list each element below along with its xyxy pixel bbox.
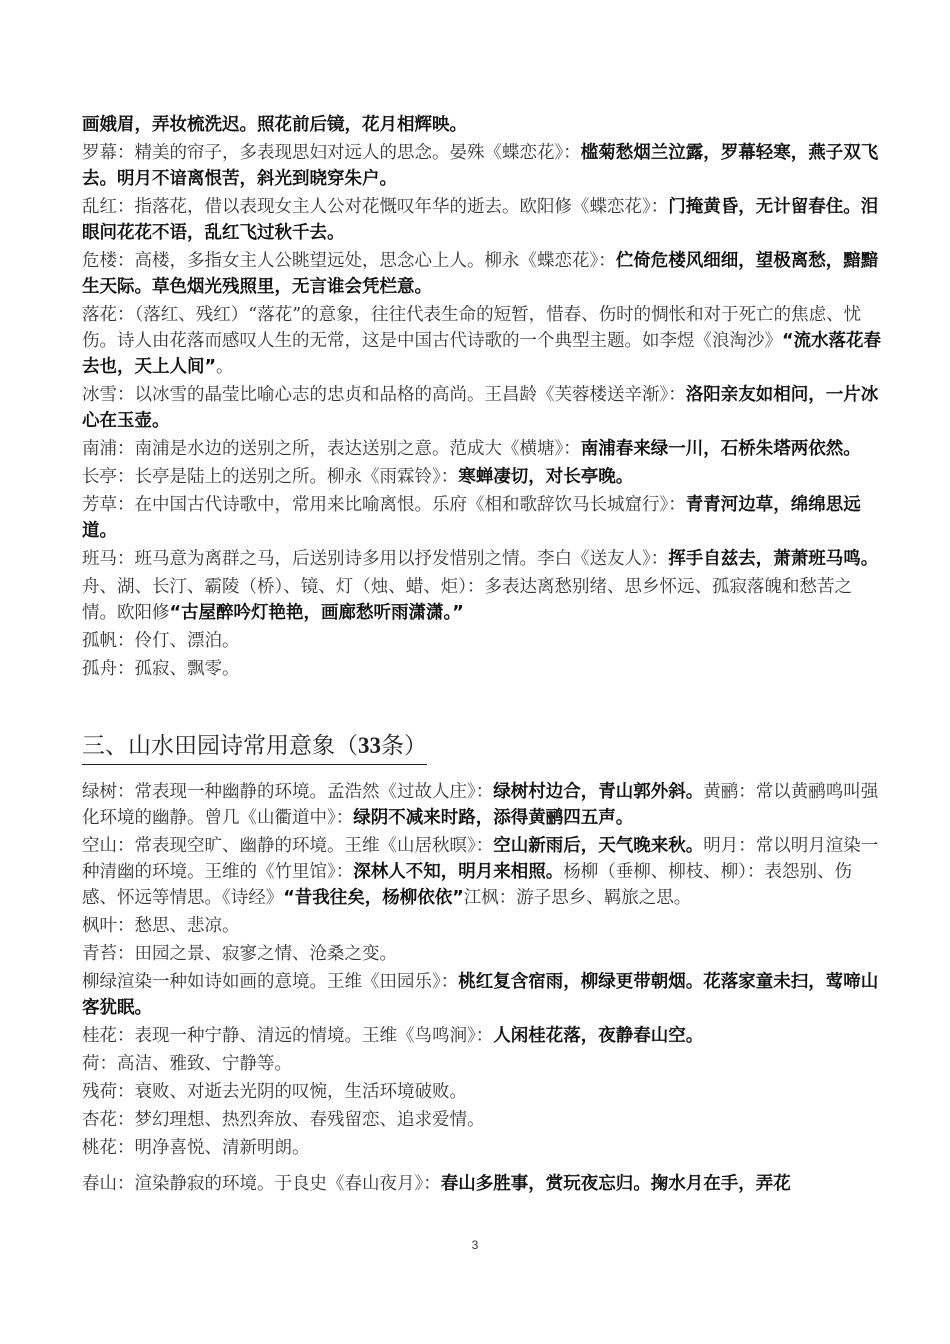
paragraph-text: 柳绿渲染一种如诗如画的意境。王维《田园乐》： xyxy=(82,972,459,992)
paragraph-gu-zhou xyxy=(82,656,882,682)
paragraph-liu-lv xyxy=(82,969,882,1021)
section-heading-suffix: 条） xyxy=(381,733,427,759)
paragraph-fang-cao xyxy=(82,492,882,544)
paragraph-text: 桃花：明净喜悦、清新明朗。 xyxy=(82,1138,310,1158)
quoted-poem: 画娥眉，弄妆梳洗迟。照花前后镜，花月相辉映。 xyxy=(82,115,467,135)
paragraph-text: 罗幕：精美的帘子，多表现思妇对远人的思念。晏殊《蝶恋花》： xyxy=(82,143,581,163)
quoted-poem: 深林人不知，明月来相照。 xyxy=(353,862,564,882)
paragraph-text: 杨柳（垂柳、柳枝、柳）：表怨别、伤感、怀远等情思。《诗经》 xyxy=(82,862,852,908)
paragraph-text: 黄鹂：常以黄鹂鸣叫强化环境的幽静。曾几《山衢道中》： xyxy=(82,782,879,828)
quoted-poem: 青青河边草，绵绵思远道。 xyxy=(82,495,861,541)
quoted-poem: 绿阴不减来时路，添得黄鹂四五声。 xyxy=(353,808,634,828)
paragraph-text: 荷：高洁、雅致、宁静等。 xyxy=(82,1054,292,1074)
paragraph-text: 孤帆：伶仃、漂泊。 xyxy=(82,631,240,651)
paragraph-text: 孤舟：孤寂、飘零。 xyxy=(82,659,240,679)
section-heading xyxy=(82,730,427,765)
paragraph-text: 江枫：游子思乡、羁旅之思。 xyxy=(463,888,692,908)
document-page xyxy=(82,112,882,1199)
paragraph-text: 落花：（落红、残红）“落花”的意象，往往代表生命的短暂，惜春、伤时的惆怅和对于死亡的焦虑、忧伤。诗人由花落而感叹人生的无常，这是中国古代诗歌的一个典型主题。如李煜《浪淘沙》 xyxy=(82,305,862,351)
paragraph-bing-xue xyxy=(82,382,882,434)
quoted-poem: 寒蝉凄切，对长亭晚。 xyxy=(458,467,634,487)
paragraph-text: 危楼：高楼，多指女主人公眺望远处，思念心上人。柳永《蝶恋花》： xyxy=(82,251,616,271)
paragraph-luo-mu xyxy=(82,140,882,192)
paragraph-can-he xyxy=(82,1079,882,1105)
paragraph-text: 青苔：田园之景、寂寥之情、沧桑之变。 xyxy=(82,944,397,964)
quoted-poem: 空山新雨后，天气晚来秋。 xyxy=(493,836,704,856)
paragraph-hua-e-mei xyxy=(82,112,882,138)
paragraph-gu-fan xyxy=(82,628,882,654)
paragraph-text: 芳草：在中国古代诗歌中，常用来比喻离恨。乐府《相和歌辞饮马长城窟行》： xyxy=(82,495,686,515)
paragraph-text: 桂花：表现一种宁静、清远的情境。王维《鸟鸣涧》： xyxy=(82,1026,494,1046)
paragraph-text: 枫叶：愁思、悲凉。 xyxy=(82,916,240,936)
section-heading-count: 33 xyxy=(358,733,381,758)
paragraph-chun-shan xyxy=(82,1171,882,1197)
paragraph-text: 残荷：衰败、对逝去光阴的叹惋，生活环境破败。 xyxy=(82,1082,467,1102)
paragraph-text: 南浦：南浦是水边的送别之所，表达送别之意。范成大《横塘》： xyxy=(82,439,581,459)
quoted-poem: 洛阳亲友如相问，一片冰心在玉壶。 xyxy=(82,385,879,431)
paragraph-tao-hua xyxy=(82,1135,882,1161)
paragraph-zhou-hu xyxy=(82,574,882,626)
paragraph-qing-tai xyxy=(82,941,882,967)
paragraph-text: 班马：班马意为离群之马，后送别诗多用以抒发惜别之情。李白《送友人》： xyxy=(82,549,669,569)
paragraph-text-tail: 。 xyxy=(216,357,234,377)
paragraph-text: 乱红：指落花，借以表现女主人公对花慨叹年华的逝去。欧阳修《蝶恋花》： xyxy=(82,197,669,217)
paragraph-text: 冰雪：以冰雪的晶莹比喻心志的忠贞和品格的高尚。王昌龄《芙蓉楼送辛渐》： xyxy=(82,385,686,405)
paragraph-text: 杏花：梦幻理想、热烈奔放、春残留恋、追求爱情。 xyxy=(82,1110,485,1130)
paragraph-xing-hua xyxy=(82,1107,882,1133)
quoted-poem: 人闲桂花落，夜静春山空。 xyxy=(493,1026,704,1046)
paragraph-wei-lou xyxy=(82,248,882,300)
paragraph-luo-hua xyxy=(82,302,882,380)
paragraph-text: 空山：常表现空旷、幽静的环境。王维《山居秋暝》： xyxy=(82,836,494,856)
quoted-poem: 春山多胜事，赏玩夜忘归。掬水月在手，弄花 xyxy=(440,1174,791,1194)
quoted-poem: 槛菊愁烟兰泣露，罗幕轻寒，燕子双飞去。明月不谙离恨苦，斜光到晓穿朱户。 xyxy=(82,143,879,189)
page-number: 3 xyxy=(471,1238,479,1252)
quoted-poem: “昔我往矣，杨柳依依” xyxy=(283,888,464,908)
paragraph-text: 春山：渲染静寂的环境。于良史《春山夜月》： xyxy=(82,1174,441,1194)
paragraph-gui-hua xyxy=(82,1023,882,1049)
quoted-poem: 伫倚危楼风细细，望极离愁，黯黯生天际。草色烟光残照里，无言谁会凭栏意。 xyxy=(82,251,879,297)
paragraph-ban-ma xyxy=(82,546,882,572)
section-heading-prefix: 三、山水田园诗常用意象（ xyxy=(82,733,358,759)
quoted-poem: “古屋醉吟灯艳艳，画廊愁听雨潇潇。” xyxy=(169,603,464,623)
paragraph-nan-pu xyxy=(82,436,882,462)
paragraph-text: 舟、湖、长汀、霸陵（桥）、镜、灯（烛、蜡、炬）：多表达离愁别绪、思乡怀远、孤寂落魄和愁苦之情。欧阳修 xyxy=(82,577,852,623)
paragraph-kong-shan xyxy=(82,833,882,911)
quoted-poem: 桃红复含宿雨，柳绿更带朝烟。花落家童未扫，莺啼山客犹眠。 xyxy=(82,972,879,1018)
paragraph-he xyxy=(82,1051,882,1077)
paragraph-chang-ting xyxy=(82,464,882,490)
paragraph-text: 长亭：长亭是陆上的送别之所。柳永《雨霖铃》： xyxy=(82,467,459,487)
quoted-poem: “流水落花春去也，天上人间” xyxy=(82,331,882,377)
quoted-poem: 挥手自兹去，萧萧班马鸣。 xyxy=(668,549,879,569)
quoted-poem: 南浦春来绿一川，石桥朱塔两依然。 xyxy=(580,439,861,459)
paragraph-feng-ye xyxy=(82,913,882,939)
quoted-poem: 绿树村边合，青山郭外斜。 xyxy=(493,782,704,802)
paragraph-luan-hong xyxy=(82,194,882,246)
quoted-poem: 门掩黄昏，无计留春住。泪眼问花花不语，乱红飞过秋千去。 xyxy=(82,197,879,243)
paragraph-text: 绿树：常表现一种幽静的环境。孟浩然《过故人庄》： xyxy=(82,782,494,802)
paragraph-lv-shu xyxy=(82,779,882,831)
paragraph-text: 明月：常以明月渲染一种清幽的环境。王维的《竹里馆》： xyxy=(82,836,879,882)
